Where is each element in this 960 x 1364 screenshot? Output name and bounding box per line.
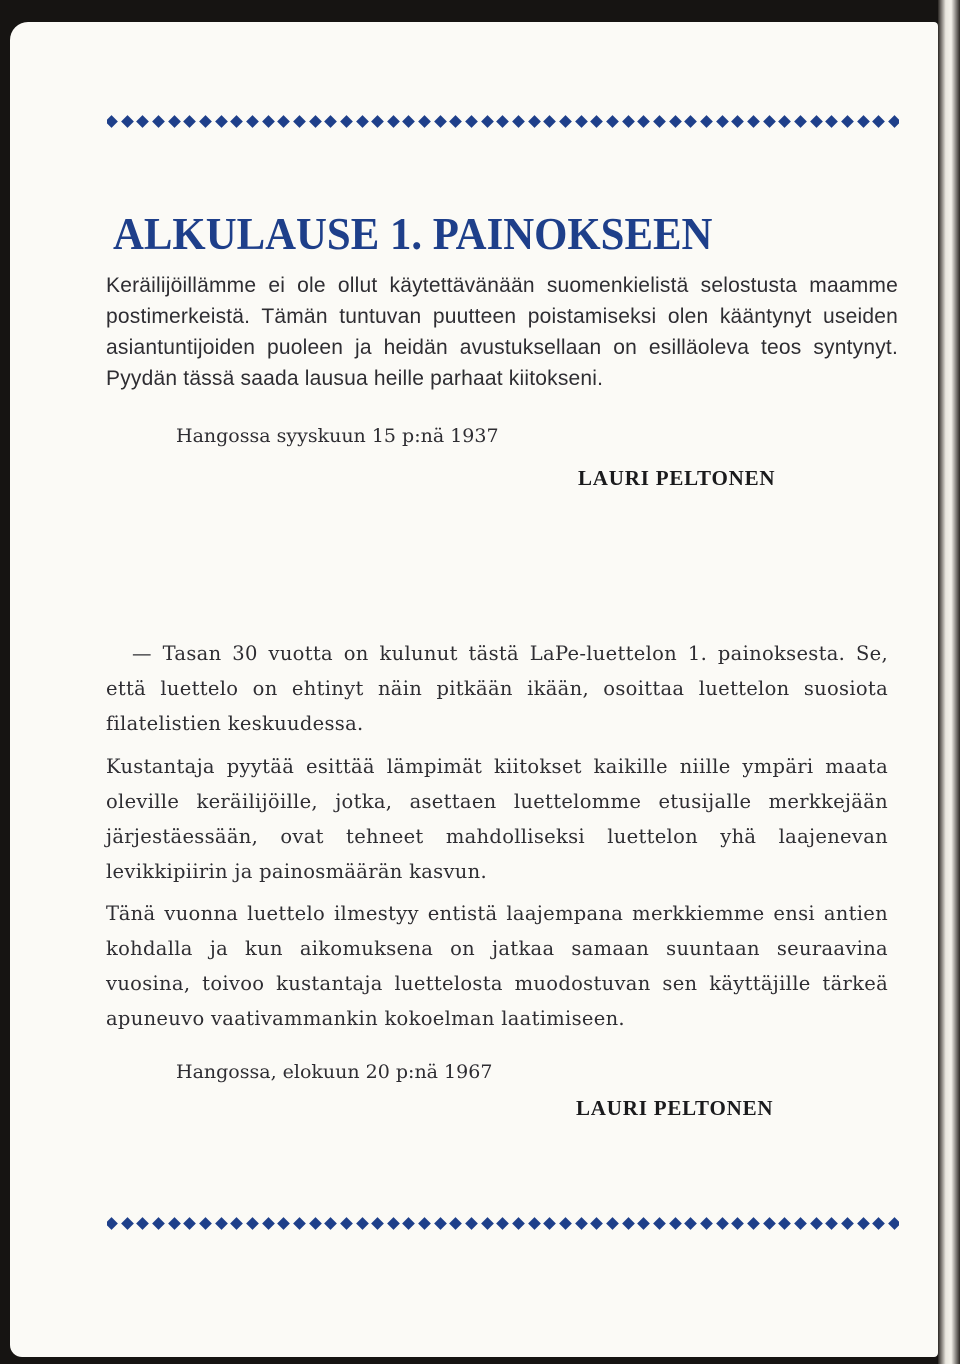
- diamond-ornament-icon: [481, 115, 494, 128]
- diamond-ornament-icon: [168, 1217, 181, 1230]
- diamond-ornament-icon: [637, 1217, 650, 1230]
- diamond-ornament-icon: [356, 115, 369, 128]
- diamond-ornament-icon: [230, 115, 243, 128]
- diamond-ornament-icon: [810, 1217, 823, 1230]
- signature-1937: LAURI PELTONEN: [578, 466, 776, 490]
- diamond-ornament-icon: [215, 115, 228, 128]
- diamond-ornament-icon: [637, 115, 650, 128]
- diamond-ornament-icon: [387, 1217, 400, 1230]
- diamond-ornament-icon: [152, 115, 165, 128]
- diamond-ornament-icon: [450, 1217, 463, 1230]
- preface-1937-paragraph: Keräilijöillämme ei ole ollut käytettävänään suomenkielistä selostusta maamme postimerkeistä. Tämän tuntuvan puutteen poistamiseksi olen kääntynyt useiden asiantuntijoiden puoleen ja heidän avustuksellaan on esilläoleva teos syntynyt. Pyydän tässä saada lausua heille parhaat kiitokseni.: [106, 274, 898, 390]
- diamond-ornament-icon: [497, 1217, 510, 1230]
- diamond-ornament-icon: [606, 1217, 619, 1230]
- bottom-ornament-border: [107, 1213, 899, 1233]
- diamond-ornament-icon: [450, 115, 463, 128]
- dateline-1937: Hangossa syyskuun 15 p:nä 1937: [176, 425, 499, 447]
- diamond-ornament-icon: [403, 1217, 416, 1230]
- diamond-ornament-icon: [262, 115, 275, 128]
- diamond-ornament-icon: [340, 115, 353, 128]
- diamond-ornament-icon: [778, 115, 791, 128]
- diamond-ornament-icon: [622, 1217, 635, 1230]
- diamond-ornament-icon: [387, 115, 400, 128]
- diamond-ornament-icon: [857, 1217, 870, 1230]
- diamond-ornament-icon: [528, 115, 541, 128]
- page-edge: [938, 0, 960, 1364]
- diamond-ornament-icon: [309, 1217, 322, 1230]
- diamond-ornament-icon: [747, 1217, 760, 1230]
- diamond-ornament-icon: [215, 1217, 228, 1230]
- diamond-ornament-icon: [497, 115, 510, 128]
- diamond-ornament-icon: [590, 1217, 603, 1230]
- diamond-ornament-icon: [512, 1217, 525, 1230]
- diamond-ornament-icon: [340, 1217, 353, 1230]
- diamond-ornament-icon: [794, 1217, 807, 1230]
- top-ornament-border: [107, 111, 899, 131]
- diamond-ornament-icon: [888, 115, 899, 128]
- diamond-ornament-icon: [293, 1217, 306, 1230]
- diamond-ornament-icon: [246, 115, 259, 128]
- diamond-ornament-icon: [731, 115, 744, 128]
- diamond-ornament-icon: [544, 115, 557, 128]
- diamond-ornament-icon: [747, 115, 760, 128]
- diamond-ornament-icon: [309, 115, 322, 128]
- diamond-ornament-icon: [277, 115, 290, 128]
- document-page: [10, 22, 938, 1357]
- diamond-ornament-icon: [700, 115, 713, 128]
- diamond-ornament-icon: [684, 1217, 697, 1230]
- diamond-ornament-icon: [199, 1217, 212, 1230]
- preface-1967-paragraph-3: Tänä vuonna luettelo ilmestyy entistä laajempana merkkiemme ensi antien kohdalla ja kun aikomuksena on jatkaa samaan suuntaan seuraavina vuosina, toivoo kustantaja luettelosta muodostuvan sen käyttäjille tärkeä apuneuvo vaativammankin kokoelman laatimiseen.: [106, 902, 888, 1030]
- diamond-ornament-icon: [559, 115, 572, 128]
- dateline-1967: Hangossa, elokuun 20 p:nä 1967: [176, 1061, 493, 1083]
- diamond-ornament-icon: [778, 1217, 791, 1230]
- diamond-ornament-icon: [606, 115, 619, 128]
- diamond-ornament-icon: [324, 1217, 337, 1230]
- preface-title: ALKULAUSE 1. PAINOKSEEN: [113, 208, 713, 259]
- diamond-ornament-icon: [371, 1217, 384, 1230]
- diamond-ornament-icon: [763, 1217, 776, 1230]
- diamond-ornament-icon: [199, 115, 212, 128]
- diamond-ornament-icon: [716, 1217, 729, 1230]
- diamond-ornament-icon: [810, 115, 823, 128]
- diamond-ornament-icon: [183, 1217, 196, 1230]
- diamond-ornament-icon: [716, 115, 729, 128]
- diamond-ornament-icon: [168, 115, 181, 128]
- diamond-ornament-icon: [528, 1217, 541, 1230]
- diamond-ornament-icon: [684, 115, 697, 128]
- diamond-ornament-icon: [559, 1217, 572, 1230]
- diamond-ornament-icon: [136, 115, 149, 128]
- diamond-ornament-icon: [544, 1217, 557, 1230]
- diamond-ornament-icon: [888, 1217, 899, 1230]
- diamond-ornament-icon: [418, 115, 431, 128]
- diamond-ornament-icon: [590, 115, 603, 128]
- diamond-ornament-icon: [794, 115, 807, 128]
- diamond-ornament-icon: [653, 115, 666, 128]
- diamond-ornament-icon: [136, 1217, 149, 1230]
- preface-1967-paragraph-2: Kustantaja pyytää esittää lämpimät kiitokset kaikille niille ympäri maata oleville keräilijöille, jotka, asettaen luettelomme etusijalle merkkejään järjestäessään, ovat tehneet mahdolliseksi luettelon yhä laajenevan levikkipiirin ja painosmäärän kasvun.: [106, 755, 888, 883]
- diamond-ornament-icon: [700, 1217, 713, 1230]
- diamond-ornament-icon: [825, 1217, 838, 1230]
- diamond-ornament-icon: [434, 115, 447, 128]
- diamond-ornament-icon: [121, 115, 134, 128]
- diamond-ornament-icon: [857, 115, 870, 128]
- diamond-ornament-icon: [183, 115, 196, 128]
- diamond-ornament-icon: [841, 115, 854, 128]
- diamond-ornament-icon: [481, 1217, 494, 1230]
- diamond-ornament-icon: [841, 1217, 854, 1230]
- diamond-ornament-icon: [465, 115, 478, 128]
- diamond-ornament-icon: [324, 115, 337, 128]
- diamond-ornament-icon: [107, 115, 118, 128]
- diamond-ornament-icon: [653, 1217, 666, 1230]
- diamond-ornament-icon: [293, 115, 306, 128]
- diamond-ornament-icon: [731, 1217, 744, 1230]
- diamond-ornament-icon: [622, 115, 635, 128]
- diamond-ornament-icon: [575, 1217, 588, 1230]
- diamond-ornament-icon: [669, 1217, 682, 1230]
- diamond-ornament-icon: [246, 1217, 259, 1230]
- diamond-ornament-icon: [277, 1217, 290, 1230]
- diamond-ornament-icon: [371, 115, 384, 128]
- diamond-ornament-icon: [107, 1217, 118, 1230]
- diamond-ornament-icon: [575, 115, 588, 128]
- diamond-ornament-icon: [403, 115, 416, 128]
- diamond-ornament-icon: [356, 1217, 369, 1230]
- diamond-ornament-icon: [465, 1217, 478, 1230]
- diamond-ornament-icon: [763, 115, 776, 128]
- signature-1967: LAURI PELTONEN: [576, 1096, 774, 1120]
- diamond-ornament-icon: [872, 115, 885, 128]
- diamond-ornament-icon: [418, 1217, 431, 1230]
- diamond-ornament-icon: [434, 1217, 447, 1230]
- diamond-ornament-icon: [121, 1217, 134, 1230]
- diamond-ornament-icon: [825, 115, 838, 128]
- diamond-ornament-icon: [152, 1217, 165, 1230]
- diamond-ornament-icon: [872, 1217, 885, 1230]
- diamond-ornament-icon: [230, 1217, 243, 1230]
- diamond-ornament-icon: [262, 1217, 275, 1230]
- preface-1967-paragraph-1: — Tasan 30 vuotta on kulunut tästä LaPe-luettelon 1. painoksesta. Se, että luettelo on ehtinyt näin pitkään ikään, osoittaa luettelon suosiota filatelistien keskuudessa.: [106, 642, 888, 735]
- diamond-ornament-icon: [669, 115, 682, 128]
- diamond-ornament-icon: [512, 115, 525, 128]
